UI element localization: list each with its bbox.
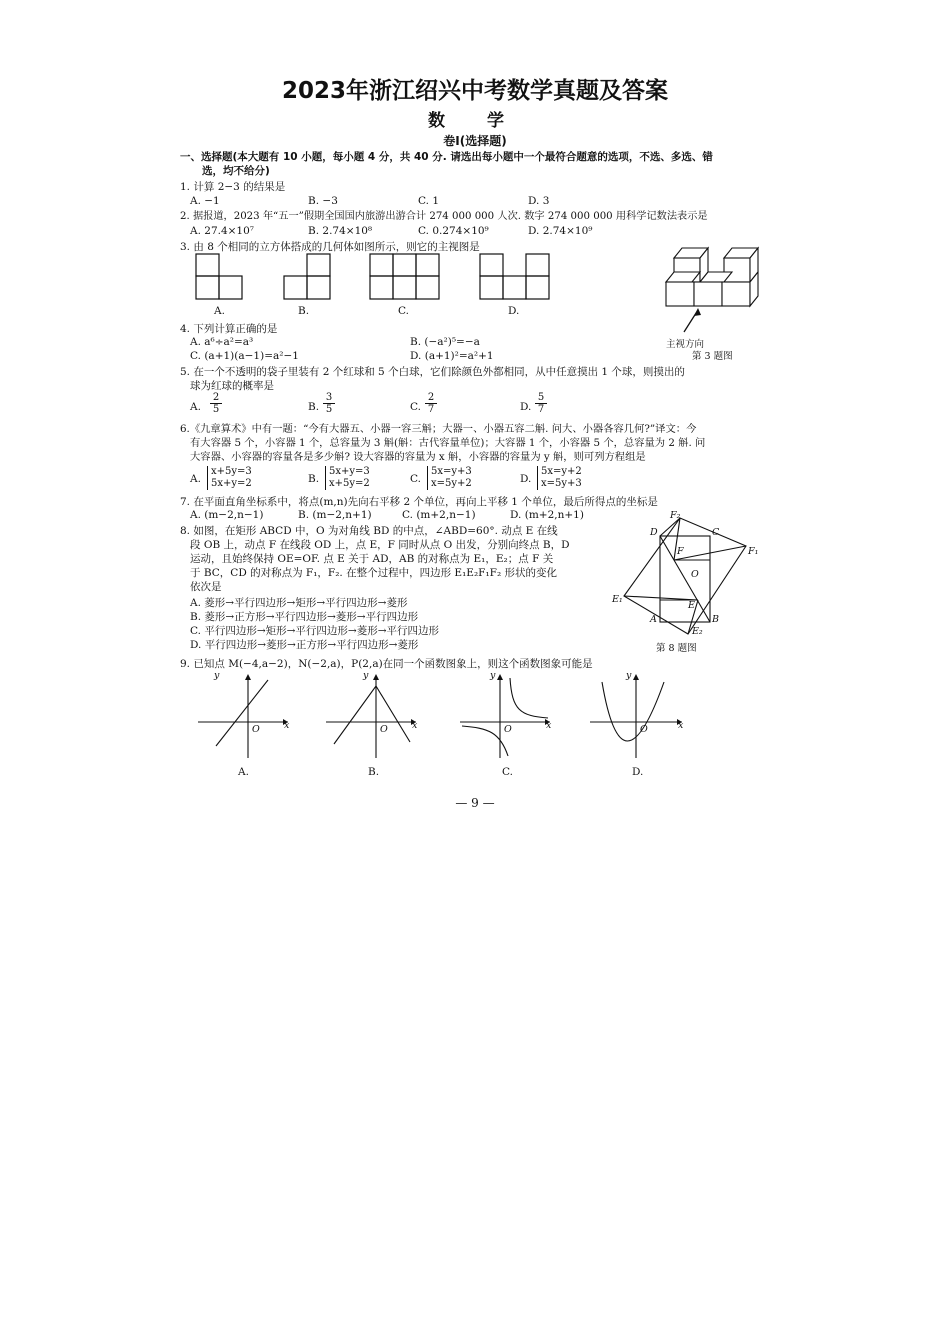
q2-option-d: D. 2.74×10⁹ [528,225,593,237]
q9-c-axis-x: x [546,720,552,731]
q5-label-d: D. [520,401,532,413]
q5-option-b-fraction: $\frac{3}{5}$ [323,392,335,415]
q6-label-a: A. [190,473,201,485]
exam-page [180,104,770,824]
q9-d-axis-x: x [678,720,684,731]
q3-solid-figure [664,232,764,332]
q6-label-c: C. [410,473,421,485]
q3-option-b: B. [298,305,310,317]
q8-stem-line4: 于 BC，CD 的对称点为 F₁，F₂. 在整个过程中，四边形 E₁E₂F₁F₂ 形状的变化 [190,567,557,579]
q3-a-square [196,276,219,299]
q3-b-square [307,254,330,276]
q5-label-b: B. [308,401,320,413]
q8-label-f2: F₂ [670,510,681,521]
section-heading: 一、选择题(本大题有 10 小题，每小题 4 分，共 40 分. 请选出每小题中一个最符合题意的选项，不选、多选、错 [180,151,713,163]
q9-stem: 9. 已知点 M(−4,a−2)，N(−2,a)，P(2,a)在同一个函数图象上，则这个函数图象可能是 [180,658,593,670]
q1-option-c: C. 1 [418,195,440,207]
q2-option-a: A. 27.4×10⁷ [190,225,255,237]
q3-d-square [480,276,503,299]
q9-c-origin: O [504,724,512,735]
q9-option-c: C. [502,766,513,778]
q6-stem: 6.《九章算术》中有一题：“今有大器五、小器一容三斛；大器一、小器五容二斛. 问大、小器各容几何?”译文：今 [180,423,697,435]
q9-d-axis-y: y [626,670,632,681]
q4-option-b: B. (−a²)⁵=−a [410,336,480,348]
q8-label-f1: F₁ [748,546,759,557]
q8-option-b: B. 菱形→正方形→平行四边形→菱形→平行四边形 [190,611,419,623]
q9-d-origin: O [640,724,648,735]
q7-stem: 7. 在平面直角坐标系中，将点(m,n)先向右平移 2 个单位，再向上平移 1 个单位，最后所得点的坐标是 [180,496,658,508]
q9-option-a: A. [238,766,249,778]
q9-graph-d [590,672,686,760]
q8-label-e2: E₂ [692,626,703,637]
q9-b-axis-y: y [363,670,369,681]
q4-option-d: D. (a+1)²=a²+1 [410,350,494,362]
q6-option-b-system: 5x+y=3 x+5y=2 [325,466,370,490]
q8-geometry-figure [610,514,770,654]
q8-label-e1: E₁ [612,594,623,605]
q6-option-a-system: x+5y=3 5x+y=2 [207,466,252,490]
q3-caption: 第 3 题图 [692,351,733,362]
q8-option-c: C. 平行四边形→矩形→平行四边形→菱形→平行四边形 [190,625,440,637]
q1-option-a: A. −1 [190,195,220,207]
q9-option-b: B. [368,766,380,778]
q8-label-f: F [677,546,684,557]
q3-c-square [393,276,416,299]
q8-caption: 第 8 题图 [656,643,697,654]
q6-stem-cont1: 有大容器 5 个，小容器 1 个，总容量为 3 斛(斛：古代容量单位)；大容器 1 个，小容器 5 个，总容量为 2 斛. 问 [190,437,706,449]
q8-stem-line2: 段 OB 上，动点 F 在线段 OD 上，点 E，F 同时从点 O 出发，分别向终点 B，D [190,539,570,551]
q9-a-axis-y: y [214,670,220,681]
q8-stem-line1: 8. 如图，在矩形 ABCD 中，O 为对角线 BD 的中点，∠ABD=60°. 动点 E 在线 [180,525,558,537]
q9-a-origin: O [252,724,260,735]
q3-d-square [526,276,549,299]
quadrilateral-e1e2f1f2 [624,518,746,634]
q3-option-a: A. [214,305,225,317]
q7-option-c: C. (m+2,n−1) [402,509,476,521]
q7-option-b: B. (m−2,n+1) [298,509,372,521]
q5-label-c: C. [410,401,421,413]
q7-option-d: D. (m+2,n+1) [510,509,584,521]
q6-stem-cont2: 大容器、小容器的容量各是多少斛? 设大容器的容量为 x 斛，小容器的容量为 y 斛，则可列方程组是 [190,451,646,463]
q5-option-a-fraction: $\frac{2}{5}$ [210,392,222,415]
q6-option-c-system: 5x=y+3 x=5y+2 [427,466,472,490]
q8-option-d: D. 平行四边形→菱形→正方形→平行四边形→菱形 [190,639,419,651]
q2-option-b: B. 2.74×10⁸ [308,225,373,237]
q3-c-square [370,254,393,276]
document-title: 2023年浙江绍兴中考数学真题及答案 [281,78,668,104]
q8-label-a: A [650,614,657,625]
q5-option-c-fraction: $\frac{2}{7}$ [425,392,437,415]
q1-option-d: D. 3 [528,195,550,207]
q5-label-a: A. [190,401,201,413]
q8-label-e: E [688,600,695,611]
q3-c-square [416,276,439,299]
q3-stem: 3. 由 8 个相同的立方体搭成的几何体如图所示，则它的主视图是 [180,241,480,253]
q5-stem: 5. 在一个不透明的袋子里装有 2 个红球和 5 个白球，它们除颜色外都相同，从中任意摸出 1 个球，则摸出的 [180,366,685,378]
q4-option-c: C. (a+1)(a−1)=a²−1 [190,350,299,362]
q3-c-square [393,254,416,276]
q3-c-square [370,276,393,299]
subject-title: 数 学 [428,111,522,131]
q8-label-b: B [712,614,719,625]
q3-a-square [219,276,242,299]
q3-option-c: C. [398,305,409,317]
q3-d-square [526,254,549,276]
q4-stem: 4. 下列计算正确的是 [180,323,278,335]
q5-stem-cont: 球为红球的概率是 [190,380,274,392]
q6-option-d-system: 5x=y+2 x=5y+3 [537,466,582,490]
q4-option-a: A. a⁶÷a²=a³ [190,336,254,348]
q8-option-a: A. 菱形→平行四边形→矩形→平行四边形→菱形 [190,597,408,609]
q7-option-a: A. (m−2,n−1) [190,509,264,521]
q9-a-axis-x: x [284,720,290,731]
q9-graph-c [460,672,556,760]
q8-label-c: C [712,527,720,538]
q3-b-square [284,276,307,299]
q3-option-d: D. [508,305,520,317]
q3-view-direction: 主视方向 [666,339,705,350]
q8-stem-line5: 依次是 [190,581,222,593]
q5-option-d-fraction: $\frac{5}{7}$ [535,392,547,415]
q9-graph-a [198,672,294,760]
q2-stem: 2. 据报道，2023 年“五一”假期全国国内旅游出游合计 274 000 000 人次. 数字 274 000 000 用科学记数法表示是 [180,211,708,222]
q9-option-d: D. [632,766,644,778]
q3-b-square [307,276,330,299]
diagonal-bd [660,536,710,622]
q8-stem-line3: 运动，且始终保持 OE=OF. 点 E 关于 AD，AB 的对称点为 E₁，E₂；点 F 关 [190,553,554,565]
q3-c-square [416,254,439,276]
page-number: — 9 — [455,796,495,810]
q6-label-b: B. [308,473,320,485]
paper-title: 卷Ⅰ(选择题) [443,134,507,148]
q3-figure-options [180,254,580,304]
q9-c-axis-y: y [490,670,496,681]
section-heading-cont: 选，均不给分) [202,165,270,177]
q3-d-square [503,276,526,299]
q3-d-square [480,254,503,276]
q8-label-d: D [650,527,658,538]
q9-graph-b [326,672,422,760]
q9-b-origin: O [380,724,388,735]
q9-b-axis-x: x [412,720,418,731]
q8-label-o: O [691,569,699,580]
q3-a-square [196,254,219,276]
q6-label-d: D. [520,473,532,485]
q1-option-b: B. −3 [308,195,338,207]
q2-option-c: C. 0.274×10⁹ [418,225,489,237]
q1-stem: 1. 计算 2−3 的结果是 [180,181,286,193]
